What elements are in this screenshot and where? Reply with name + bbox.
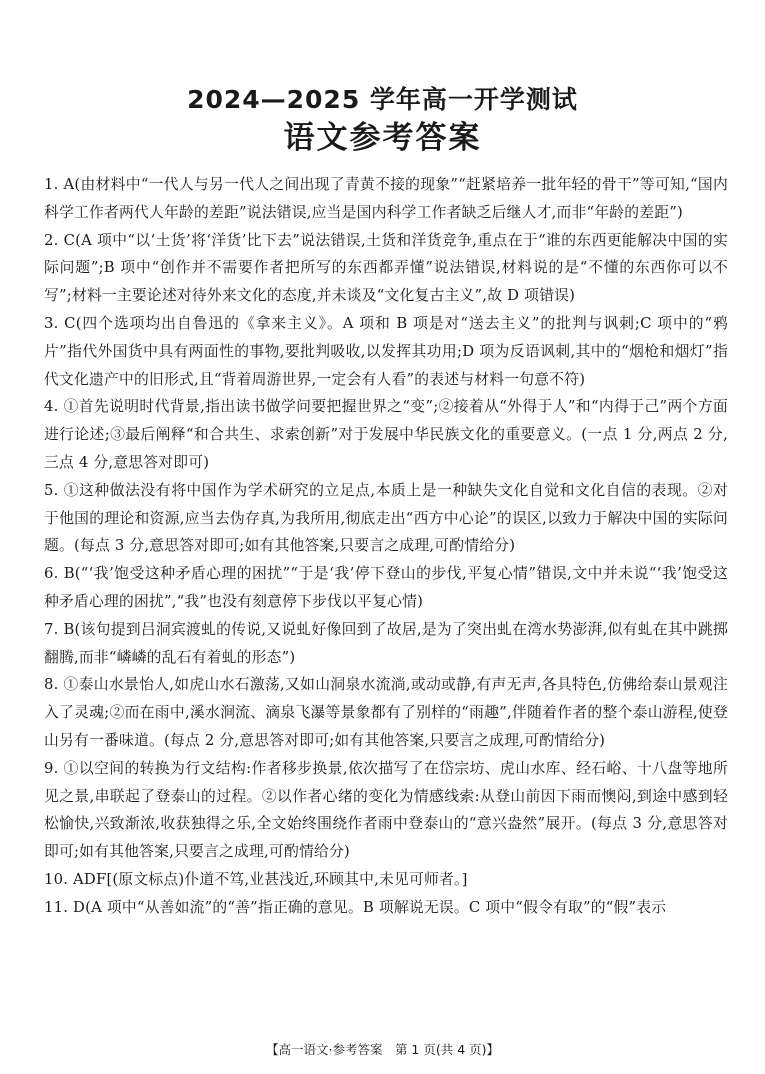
answer-list [44,171,728,922]
answer-item-11: 11. D(A 项中“从善如流”的“善”指正确的意见。B 项解说无误。C 项中“假令有取”的“假”表示 [44,898,667,916]
answer-item-9: 9. ①以空间的转换为行文结构:作者移步换景,依次描写了在岱宗坊、虎山水库、经石峪、十八盘等地所见之景,串联起了登泰山的过程。②以作者心绪的变化为情感线索:从登山前因下雨而懊闷,到途中感到轻松愉快,兴致渐浓,收获独得之乐,全文始终围绕作者雨中登泰山的“意兴盎然”展开。(每点 3 分,意思答对即可;如有其他答案,只要言之成理,可酌情给分) [44,759,728,861]
page-footer: 【高一语文·参考答案 第 1 页(共 4 页)】 [265,1042,500,1057]
answer-item-10: 10. ADF[(原文标点)仆道不笃,业甚浅近,环顾其中,未见可师者。] [44,870,468,888]
answer-item-2: 2. C(A 项中“以‘土货’将‘洋货’比下去”说法错误,土货和洋货竞争,重点在于“谁的东西更能解决中国的实际问题”;B 项中“创作并不需要作者把所写的东西都弄懂”说法错误,材料说的是“不懂的东西你可以不写”;材料一主要论述对待外来文化的态度,并未谈及“文化复古主义”,故 D 项错误) [44,231,728,305]
answer-item-6: 6. B(“‘我’饱受这种矛盾心理的困扰”“于是‘我’停下登山的步伐,平复心情”错误,文中并未说“‘我’饱受这种矛盾心理的困扰”,“我”也没有刻意停下步伐以平复心情) [44,565,728,610]
answer-item-1: 1. A(由材料中“一代人与另一代人之间出现了青黄不接的现象”“赶紧培养一批年轻的骨干”等可知,“国内科学工作者两代人年龄的差距”说法错误,应当是国内科学工作者缺乏后继人才,而非“年龄的差距”) [44,176,728,221]
answer-item-3: 3. C(四个选项均出自鲁迅的《拿来主义》。A 项和 B 项是对“送去主义”的批判与讽刺;C 项中的“鸦片”指代外国货中具有两面性的事物,要批判吸收,以发挥其功用;D 项为反语讽刺,其中的“烟枪和烟灯”指代文化遗产中的旧形式,且“背着周游世界,一定会有人看”的表述与材料一句意不符) [44,314,728,388]
document-year-title: 2024—2025 学年高一开学测试 [187,85,578,114]
answer-item-4: 4. ①首先说明时代背景,指出读书做学问要把握世界之“变”;②接着从“外得于人”和“内得于己”两个方面进行论述;③最后阐释“和合共生、求索创新”对于发展中华民族文化的重要意义。(一点 1 分,两点 2 分,三点 4 分,意思答对即可) [44,398,728,471]
document-main-title: 语文参考答案 [283,120,482,156]
answer-item-8: 8. ①泰山水景怡人,如虎山水石激荡,又如山洞泉水流淌,或动或静,有声无声,各具特色,仿佛给泰山景观注入了灵魂;②而在雨中,溪水涧流、滴泉飞瀑等景象都有了别样的“雨趣”,伴随着作者的整个泰山游程,使登山另有一番味道。(每点 2 分,意思答对即可;如有其他答案,只要言之成理,可酌情给分) [44,676,728,749]
answer-item-5: 5. ①这种做法没有将中国作为学术研究的立足点,本质上是一种缺失文化自觉和文化自信的表现。②对于他国的理论和资源,应当去伪存真,为我所用,彻底走出“西方中心论”的误区,以致力于解决中国的实际问题。(每点 3 分,意思答对即可;如有其他答案,只要言之成理,可酌情给分) [44,481,728,555]
answer-item-7: 7. B(该句提到吕洞宾渡虬的传说,又说虬好像回到了故居,是为了突出虬在湾水势澎湃,似有虬在其中跳掷翻腾,而非“嶙嶙的乱石有着虬的形态”) [44,620,728,666]
